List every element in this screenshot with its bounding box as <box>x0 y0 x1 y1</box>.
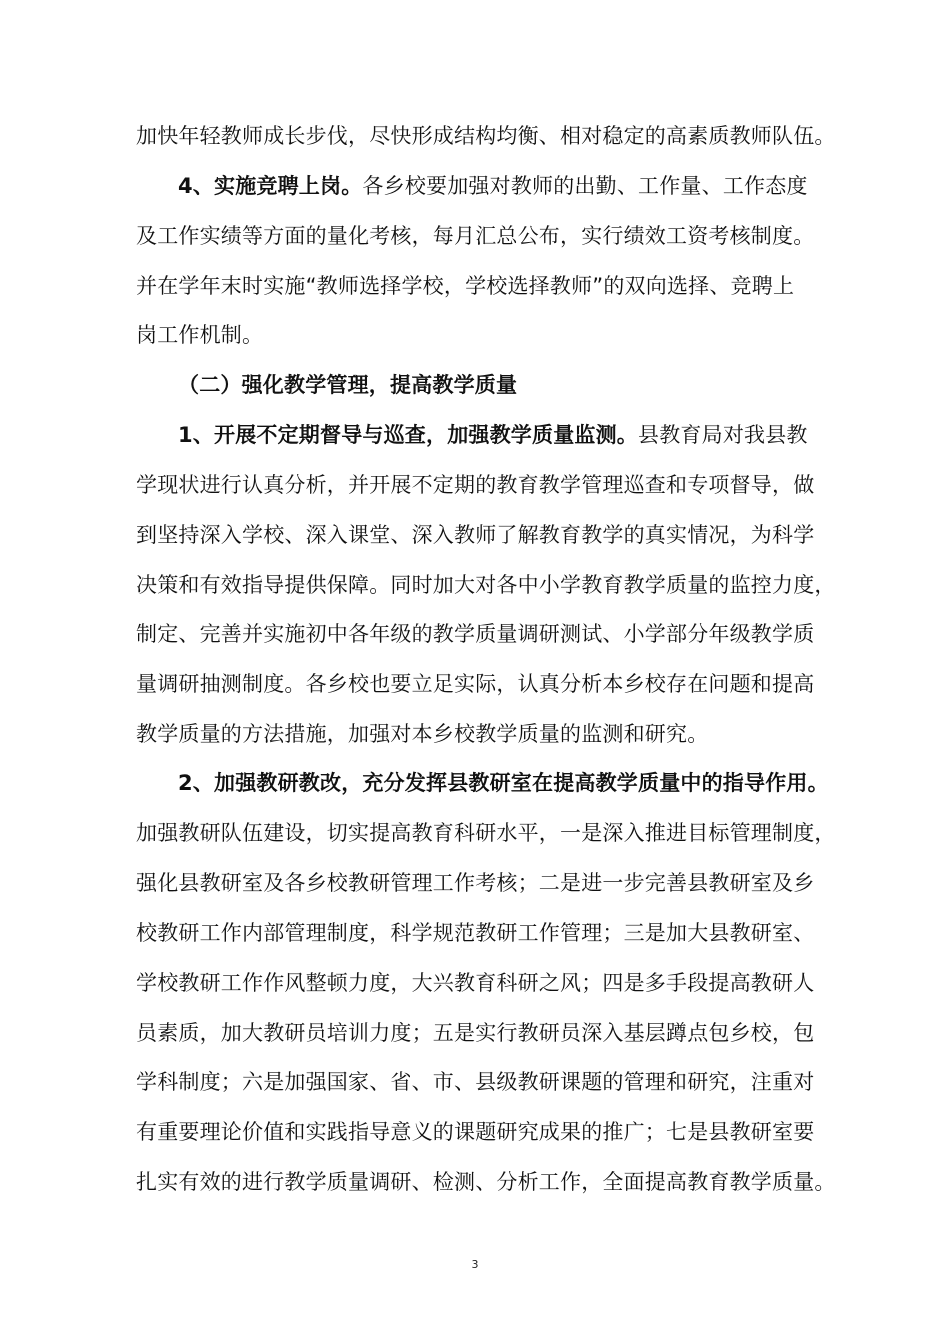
paragraph-line: 员素质，加大教研员培训力度；五是实行教研员深入基层蹲点包乡校，包 <box>136 1021 815 1045</box>
paragraph-line: 及工作实绩等方面的量化考核，每月汇总公布，实行绩效工资考核制度。 <box>136 224 815 248</box>
paragraph-line: 强化县教研室及各乡校教研管理工作考核；二是进一步完善县教研室及乡 <box>136 871 815 895</box>
item-text: 各乡校要加强对教师的出勤、工作量、工作态度 <box>362 174 808 198</box>
item-text: 县教育局对我县教 <box>638 423 808 447</box>
page-number: 3 <box>471 1258 479 1271</box>
paragraph-line: 有重要理论价值和实践指导意义的课题研究成果的推广；七是县教研室要 <box>136 1120 815 1144</box>
paragraph-line: 学科制度；六是加强国家、省、市、县级教研课题的管理和研究，注重对 <box>136 1070 815 1094</box>
paragraph-line: 校教研工作内部管理制度，科学规范教研工作管理；三是加大县教研室、 <box>136 921 815 945</box>
paragraph-line: 扎实有效的进行教学质量调研、检测、分析工作，全面提高教育教学质量。 <box>136 1170 836 1194</box>
paragraph-line: 学现状进行认真分析，并开展不定期的教育教学管理巡查和专项督导，做 <box>136 473 815 497</box>
paragraph-line: 岗工作机制。 <box>136 323 264 347</box>
paragraph-line: 制定、完善并实施初中各年级的教学质量调研测试、小学部分年级教学质 <box>136 622 815 646</box>
paragraph-line: 加强教研队伍建设，切实提高教育科研水平，一是深入推进目标管理制度， <box>136 821 836 845</box>
paragraph-line: 并在学年末时实施“教师选择学校，学校选择教师”的双向选择、竞聘上 <box>136 274 795 298</box>
paragraph-line: 量调研抽测制度。各乡校也要立足实际，认真分析本乡校存在问题和提高 <box>136 672 815 696</box>
paragraph-line <box>178 171 878 201</box>
item-heading-2: 2、加强教研教改，充分发挥县教研室在提高教学质量中的指导作用。 <box>178 771 829 795</box>
item-heading-1: 1、开展不定期督导与巡查，加强教学质量监测。 <box>178 423 639 447</box>
paragraph-line <box>178 420 878 450</box>
section-heading: （二）强化教学管理，提高教学质量 <box>178 373 518 397</box>
paragraph-line: 教学质量的方法措施，加强对本乡校教学质量的监测和研究。 <box>136 722 709 746</box>
paragraph-line: 加快年轻教师成长步伐，尽快形成结构均衡、相对稳定的高素质教师队伍。 <box>136 124 836 148</box>
paragraph-line: 到坚持深入学校、深入课堂、深入教师了解教育教学的真实情况，为科学 <box>136 523 815 547</box>
paragraph-line: 学校教研工作作风整顿力度，大兴教育科研之风；四是多手段提高教研人 <box>136 971 815 995</box>
paragraph-line: 决策和有效指导提供保障。同时加大对各中小学教育教学质量的监控力度， <box>136 573 836 597</box>
item-heading-4: 4、实施竞聘上岗。 <box>178 174 363 198</box>
